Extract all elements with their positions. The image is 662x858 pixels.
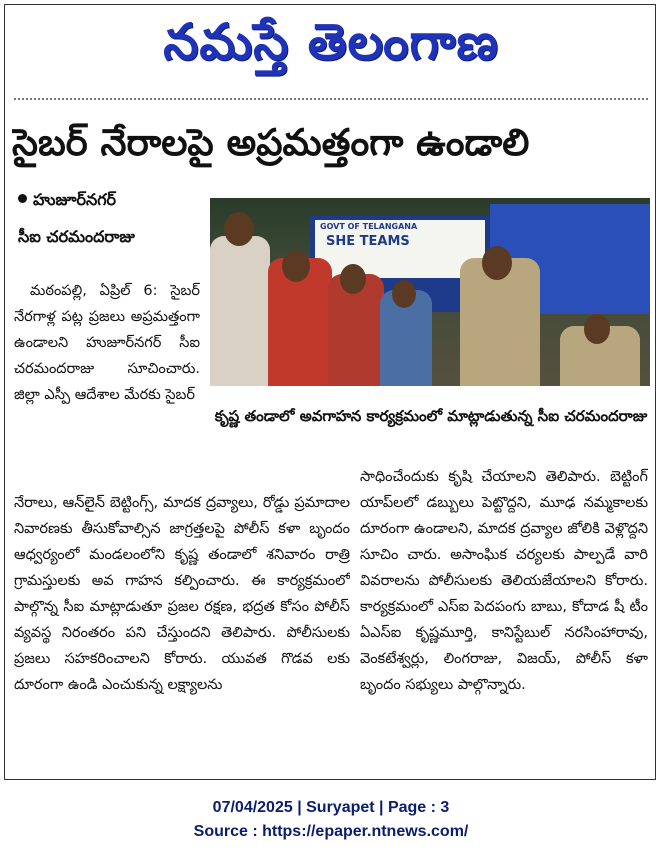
dateline-text: హుజూర్‌నగర్	[33, 190, 117, 209]
footer-date-line: 07/04/2025 | Suryapet | Page : 3	[212, 799, 450, 816]
photo-officer-head	[482, 246, 512, 280]
article-body-middle: నేరాలు, ఆన్‌లైన్ బెట్టింగ్స్, మాదక ద్రవ్యాలు, రోడ్డు ప్రమాదాల నివారణకు తీసుకోవాల్సిన జాగ్రత్తలపై పోలీస్ కళా బృందం ఆధ్వర్యంలో మండలంలోని కృష్ణ తండాలో శనివారం రాత్రి గ్రామస్తులకు అవ గాహన కల్పించారు. ఈ కార్యక్రమంలో పాల్గొన్న సీఐ మాట్లాడుతూ ప్రజల రక్షణ, భద్రత కోసం పోలీస్ వ్యవస్థ నిరంతరం పని చేస్తుందని తెలిపారు. పోలీసులకు ప్రజలు సహకరించాలని కోరారు. యువత గొడవ లకు దూరంగా ఉండి ఎంచుకున్న లక్ష్యాలను	[14, 495, 350, 693]
article-column-2	[14, 490, 350, 772]
bullet-icon	[18, 194, 27, 203]
article-headline: సైబర్ నేరాలపై అప్రమత్తంగా ఉండాలి	[12, 121, 530, 164]
photo-person-1-head	[224, 212, 254, 246]
photo-seated-officer-head	[584, 314, 610, 344]
photo-person-4-head	[392, 280, 416, 308]
newspaper-masthead: నమస్తే తెలంగాణ	[163, 13, 499, 71]
article-body-end: సాధించేందుకు కృషి చేయాలని తెలిపారు. బెట్టింగ్ యాప్‌లలో డబ్బులు పెట్టొద్దని, మూఢ నమ్మకాలకు దూరంగా ఉండాలని, మాదక ద్రవ్యాల జోలికి వెళ్లొద్దని సూచిం చారు. అసాంఘిక చర్యలకు పాల్పడే వారి వివరాలను పోలీసులకు తెలియజేయాలని కోరారు. కార్యక్రమంలో ఎస్ఐ పెదపంగు బాబు, కోదాడ షీ టీం ఏఎస్ఐ కృష్ణమూర్తి, కానిస్టేబుల్ నరసింహారావు, వెంకటేశ్వర్లు, లింగరాజు, విజయ్, పోలీస్ కళా బృందం సభ్యులు పాల్గొన్నారు.	[360, 469, 648, 693]
photo-banner-title-text: SHE TEAMS	[326, 234, 410, 249]
article-byline: సీఐ చరమందరాజు	[18, 227, 135, 246]
clipping-top-edge	[14, 98, 648, 108]
news-photo	[210, 198, 650, 386]
source-footer	[0, 796, 662, 844]
footer-source-line: Source : https://epaper.ntnews.com/	[193, 823, 469, 840]
photo-person-3-head	[340, 264, 366, 294]
photo-person-1	[210, 236, 270, 386]
photo-person-2-head	[282, 250, 310, 282]
article-dateline	[18, 188, 116, 212]
photo-banner-govt-text: GOVT OF TELANGANA	[320, 222, 418, 231]
article-column-1	[14, 278, 200, 486]
article-column-3	[360, 464, 648, 772]
photo-caption: కృష్ణ తండాలో అవగాహన కార్యక్రమంలో మాట్లాడుతున్న సీఐ చరమందరాజు	[214, 407, 648, 425]
article-body-intro: మఠంపల్లి, ఏప్రిల్ 6: సైబర్ నేరగాళ్ల పట్ల ప్రజలు అప్రమత్తంగా ఉండాలని హుజూర్‌నగర్ సీఐ చరమందరాజు సూచించారు. జిల్లా ఎస్పీ ఆదేశాల మేరకు సైబర్	[14, 283, 200, 403]
